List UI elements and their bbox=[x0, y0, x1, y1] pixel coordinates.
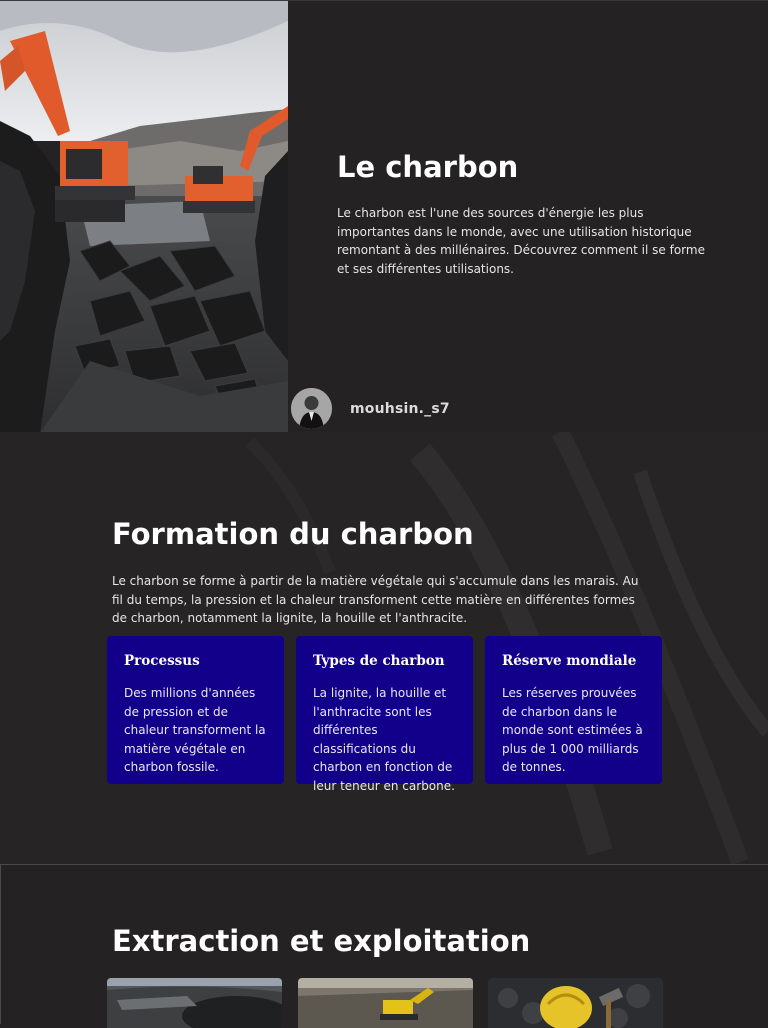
extraction-heading: Extraction et exploitation bbox=[112, 924, 531, 958]
page-title: Le charbon bbox=[337, 150, 519, 184]
author-badge[interactable] bbox=[291, 388, 450, 429]
extraction-section bbox=[0, 864, 768, 1024]
excavator-quarry-photo[interactable] bbox=[298, 978, 473, 1028]
card-types-de-charbon[interactable] bbox=[296, 636, 473, 793]
user-avatar-icon bbox=[291, 388, 332, 429]
card-reserve-mondiale[interactable] bbox=[485, 636, 662, 784]
card-title: Réserve mondiale bbox=[502, 653, 637, 669]
miner-helmet-photo[interactable] bbox=[488, 978, 663, 1028]
coal-mine-excavator-photo bbox=[0, 1, 288, 433]
avatar[interactable] bbox=[291, 388, 332, 429]
author-name[interactable]: mouhsin._s7 bbox=[350, 400, 450, 417]
hero-text bbox=[337, 149, 707, 278]
hero-section bbox=[0, 0, 768, 432]
card-title: Types de charbon bbox=[313, 653, 445, 669]
card-processus[interactable] bbox=[107, 636, 284, 784]
card-text: La lignite, la houille et l'anthracite sont les différentes classifications du charbon en fonction de leur teneur en carbone. bbox=[313, 686, 455, 793]
open-pit-mine-photo[interactable] bbox=[107, 978, 282, 1028]
card-title: Processus bbox=[124, 653, 200, 669]
formation-heading: Formation du charbon bbox=[112, 517, 474, 551]
formation-section bbox=[0, 432, 768, 864]
card-text: Les réserves prouvées de charbon dans le monde sont estimées à plus de 1 000 milliards de tonnes. bbox=[502, 686, 643, 775]
formation-description: Le charbon se forme à partir de la matière végétale qui s'accumule dans les marais. Au fil du temps, la pression et la chaleur transforment cette matière en différentes formes de charbon, notamment la lignite, la houille et l'anthracite. bbox=[112, 574, 639, 626]
hero-description: Le charbon est l'une des sources d'énergie les plus importantes dans le monde, avec une utilisation historique remontant à des millénaires. Découvrez comment il se forme et ses différentes utilisations. bbox=[337, 206, 705, 276]
card-text: Des millions d'années de pression et de chaleur transforment la matière végétale en charbon fossile. bbox=[124, 686, 266, 775]
